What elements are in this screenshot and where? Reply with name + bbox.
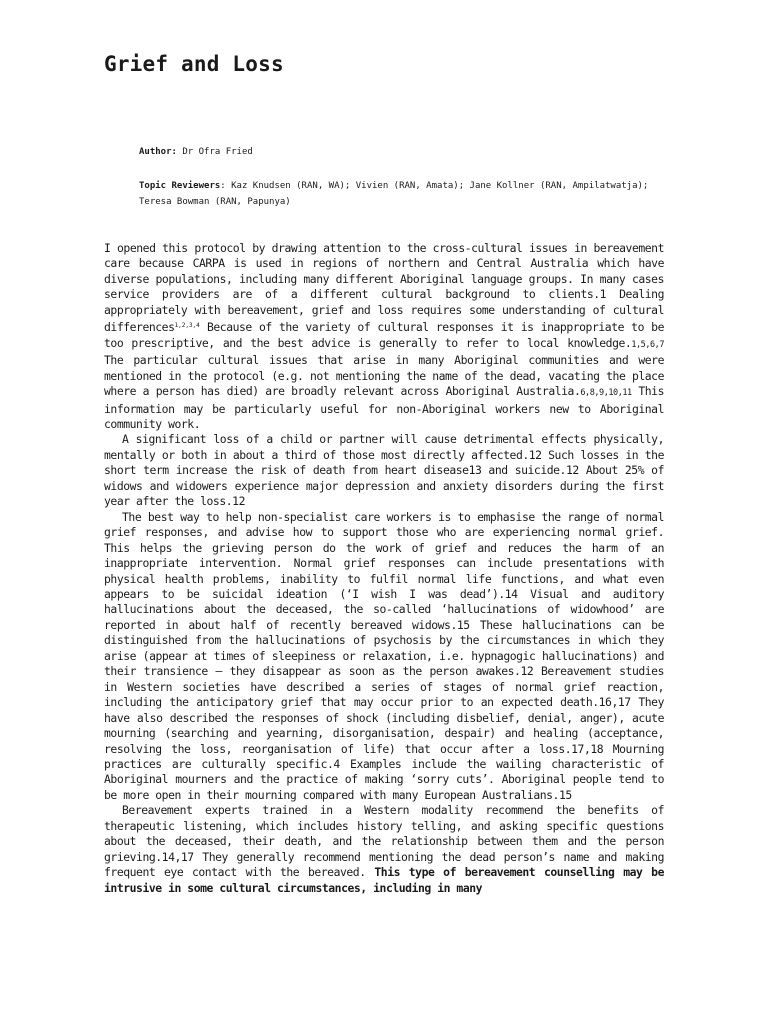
- citation-refs-1: 1,5,6,7: [631, 339, 664, 350]
- paragraph-4-bold-text: This type of bereavement counselling may be intrusive in some cultural circumstances, including in many: [104, 865, 664, 895]
- reviewers-list-continued: Teresa Bowman (RAN, Papunya): [139, 197, 291, 207]
- document-title: Grief and Loss: [104, 52, 284, 76]
- reviewers-block: [139, 178, 679, 210]
- citation-refs-2: 6,8,9,10,11: [580, 388, 632, 399]
- author-label: Author:: [139, 147, 177, 157]
- body-text: [104, 241, 664, 896]
- reviewers-list: : Kaz Knudsen (RAN, WA); Vivien (RAN, Amata); Jane Kollner (RAN, Ampilatwatja);: [220, 181, 649, 191]
- author-line: [139, 144, 679, 160]
- citation-superscript: 1,2,3,4: [174, 322, 200, 330]
- paragraph-1-part-a: I opened this protocol by drawing attention to the cross-cultural issues in bereavement care because CARPA is used in regions of northern and Central Australia which have diverse populations, including many different Aboriginal language groups. In many cases service providers are of a different cultural background to clients.1 Dealing appropriately with bereavement, grief and loss requires some understanding of cultural differences: [104, 241, 664, 335]
- paragraph-1: [104, 241, 664, 432]
- author-name: Dr Ofra Fried: [182, 147, 253, 157]
- paragraph-4: [104, 803, 664, 896]
- paragraph-4-text: Bereavement experts trained in a Western modality recommend the benefits of therapeutic listening, which includes history telling, and asking specific questions about the deceased, their death, and the relationship between them and the person grieving.14,17 They generally recommend mentioning the dead person’s name and making frequent eye contact with the bereaved.: [104, 803, 664, 880]
- paragraph-2: A significant loss of a child or partner will cause detrimental effects physically, mentally or both in about a third of those most directly affected.12 Such losses in the short term increase the risk of death from heart disease13 and suicide.12 About 25% of widows and widowers experience major depression and anxiety disorders during the first year after the loss.12: [104, 432, 664, 509]
- paragraph-3: The best way to help non-specialist care workers is to emphasise the range of normal grief responses, and advise how to support those who are experiencing normal grief. This helps the grieving person do the work of grief and reduces the harm of an inappropriate intervention. Normal grief responses can include presentations with physical health problems, inability to fulfil normal life functions, and what even appears to be suicidal ideation (‘I wish I was dead’).14 Visual and auditory hallucinations about the deceased, the so-called ‘hallucinations of widowhood’ are reported in about half of recently bereaved widows.15 These hallucinations can be distinguished from the hallucinations of psychosis by the circumstances in which they arise (appear at times of sleepiness or relaxation, i.e. hypnagogic hallucinations) and their transience — they disappear as soon as the person awakes.12 Bereavement studies in Western societies have described a series of stages of normal grief reaction, including the anticipatory grief that may occur prior to an expected death.16,17 They have also described the responses of shock (including disbelief, denial, anger), acute mourning (searching and yearning, disorganisation, despair) and healing (acceptance, resolving the loss, reorganisation of life) that occur after a loss.17,18 Mourning practices are culturally specific.4 Examples include the wailing characteristic of Aboriginal mourners and the practice of making ‘sorry cuts’. Aboriginal people tend to be more open in their mourning compared with many European Australians.15: [104, 509, 664, 802]
- paragraph-1-part-d: This information may be particularly useful for non-Aboriginal workers new to Aboriginal community work.: [104, 384, 664, 431]
- paragraph-1-part-b: Because of the variety of cultural responses it is inappropriate to be too prescriptive, and the best advice is generally to refer to local knowledge.: [104, 320, 664, 350]
- reviewers-label: Topic Reviewers: [139, 181, 221, 191]
- paragraph-1-part-c: The particular cultural issues that arise in many Aboriginal communities and were mentioned in the protocol (e.g. not mentioning the name of the dead, vacating the place where a person has died) are broadly relevant across Aboriginal Australia.: [104, 353, 664, 399]
